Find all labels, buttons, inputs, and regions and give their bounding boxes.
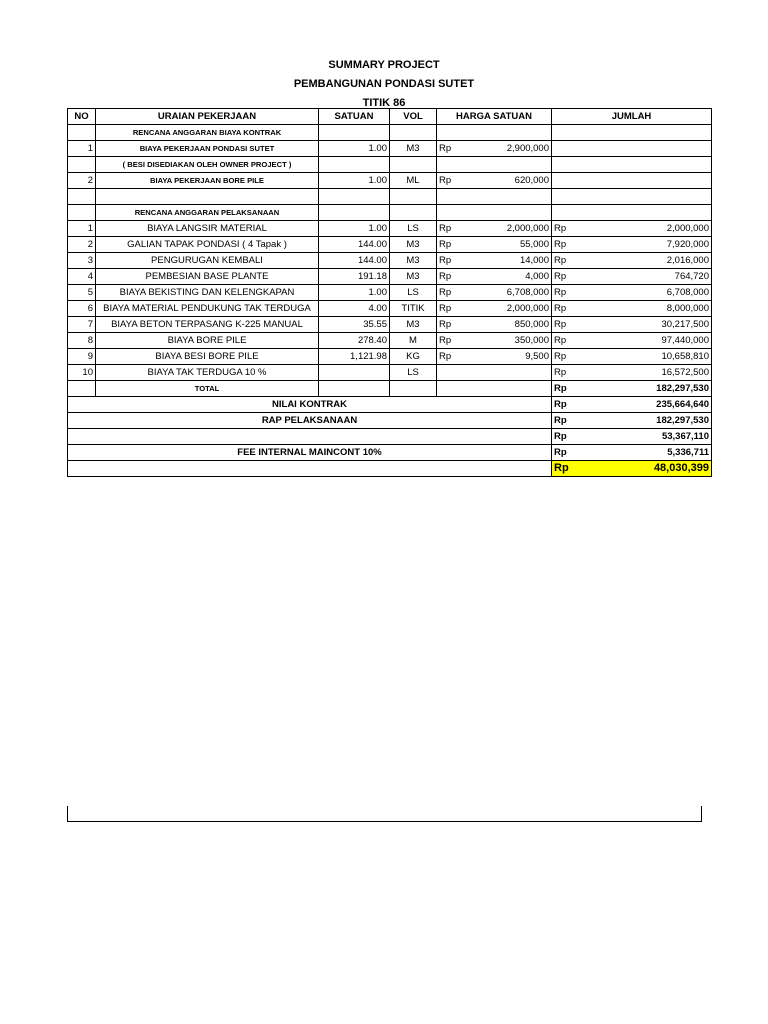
fee-value: 5,336,711 [667,447,709,458]
header-no: NO [68,109,96,125]
nilai-kontrak-row [68,397,712,413]
row-satuan: 1.00 [319,221,390,237]
row-vol: LS [390,221,437,237]
table-row [68,285,712,301]
row-harga [437,301,552,317]
fee-row [68,445,712,461]
amount: 55,000 [519,239,549,250]
row-jumlah [552,301,712,317]
row-desc: BIAYA BETON TERPASANG K-225 MANUAL [96,317,319,333]
row-vol: M3 [390,317,437,333]
amount: 30,217,500 [661,319,709,330]
total-value-cell [552,381,712,397]
row-no: 1 [68,221,96,237]
row-satuan: 278.40 [319,333,390,349]
row-jumlah [552,333,712,349]
currency-label: Rp [439,175,452,186]
row-satuan: 1.00 [319,285,390,301]
selisih-row [68,429,712,445]
rap-label: RAP PELAKSANAAN [68,413,552,429]
summary-table [67,108,712,477]
row-satuan: 144.00 [319,253,390,269]
section-title-kontrak: RENCANA ANGGARAN BIAYA KONTRAK [96,125,319,141]
row-jumlah [552,237,712,253]
amount: 2,000,000 [666,223,709,234]
amount: 14,000 [519,255,549,266]
row-no: 1 [68,141,96,157]
total-label: TOTAL [96,381,319,397]
row-satuan: 144.00 [319,237,390,253]
total-amount: 182,297,530 [656,383,709,394]
row-harga [437,349,552,365]
header-harga: HARGA SATUAN [437,109,552,125]
row-vol: TITIK [390,301,437,317]
row-harga [437,285,552,301]
row-no: 8 [68,333,96,349]
row-harga [437,173,552,189]
currency-label: Rp [439,271,452,282]
amount: 6,708,000 [506,287,549,298]
currency-label: Rp [439,287,452,298]
amount: 350,000 [514,335,549,346]
row-no: 2 [68,173,96,189]
row-no: 5 [68,285,96,301]
currency-label: Rp [554,351,567,362]
header-vol: VOL [390,109,437,125]
row-no: 7 [68,317,96,333]
row-no: 2 [68,237,96,253]
amount: 8,000,000 [666,303,709,314]
header-row [68,109,712,125]
amount: 97,440,000 [661,335,709,346]
currency-label: Rp [554,287,567,298]
currency-label: Rp [439,223,452,234]
rap-value: 182,297,530 [656,415,709,426]
table-row [68,333,712,349]
site-point: TITIK 86 [362,97,406,109]
amount: 2,000,000 [506,303,549,314]
row-desc: BIAYA TAK TERDUGA 10 % [96,365,319,381]
nilai-kontrak-cell [552,397,712,413]
amount: 764,720 [674,271,709,282]
final-value: 48,030,399 [653,462,709,474]
summary-sheet [67,108,709,477]
currency-label: Rp [439,335,452,346]
row-jumlah [552,285,712,301]
nilai-kontrak-value: 235,664,640 [656,399,709,410]
header-satuan: SATUAN [319,109,390,125]
row-satuan: 35.55 [319,317,390,333]
header-uraian: URAIAN PEKERJAAN [96,109,319,125]
row-desc: BIAYA MATERIAL PENDUKUNG TAK TERDUGA [96,301,319,317]
amount: 2,000,000 [506,223,549,234]
table-row [68,253,712,269]
row-jumlah [552,365,712,381]
table-row [68,301,712,317]
amount: 7,920,000 [666,239,709,250]
total-row [68,381,712,397]
nilai-kontrak-label: NILAI KONTRAK [68,397,552,413]
row-no: 4 [68,269,96,285]
currency-label: Rp [554,319,567,330]
currency-label: Rp [439,255,452,266]
row-desc: BIAYA PEKERJAAN PONDASI SUTET [96,141,319,157]
currency-label: Rp [554,367,567,378]
owner-note: ( BESI DISEDIAKAN OLEH OWNER PROJECT ) [96,157,319,173]
table-row [68,269,712,285]
row-no: 10 [68,365,96,381]
currency-label: Rp [554,303,567,314]
row-vol: M3 [390,269,437,285]
amount: 9,500 [525,351,549,362]
row-desc: BIAYA PEKERJAAN BORE PILE [96,173,319,189]
table-row [68,237,712,253]
currency-label: Rp [439,319,452,330]
row-vol: ML [390,173,437,189]
amount: 2,900,000 [506,143,549,154]
currency-label: Rp [439,303,452,314]
row-harga [437,317,552,333]
row-vol: M3 [390,253,437,269]
amount: 16,572,500 [661,367,709,378]
currency-label: Rp [554,399,567,410]
row-harga [437,237,552,253]
currency-label: Rp [554,415,567,426]
currency-label: Rp [439,239,452,250]
selisih-value: 53,367,110 [661,431,709,442]
row-desc: GALIAN TAPAK PONDASI ( 4 Tapak ) [96,237,319,253]
spacer-row [68,189,712,205]
amount: 10,658,810 [661,351,709,362]
amount: 620,000 [514,175,549,186]
row-harga [437,221,552,237]
table-row [68,141,712,157]
fee-cell [552,445,712,461]
amount: 2,016,000 [666,255,709,266]
row-no: 9 [68,349,96,365]
row-desc: PEMBESIAN BASE PLANTE [96,269,319,285]
currency-label: Rp [554,255,567,266]
currency-label: Rp [439,351,452,362]
row-desc: BIAYA BESI BORE PILE [96,349,319,365]
row-no: 6 [68,301,96,317]
row-vol: M3 [390,141,437,157]
note-row [68,157,712,173]
row-jumlah [552,317,712,333]
row-harga [437,141,552,157]
row-harga [437,333,552,349]
row-harga [437,269,552,285]
section-row-pelaksanaan [68,205,712,221]
currency-label: Rp [554,383,567,394]
row-satuan: 1.00 [319,141,390,157]
row-no: 3 [68,253,96,269]
table-row [68,349,712,365]
row-vol: LS [390,365,437,381]
row-jumlah [552,253,712,269]
page-bottom-border [67,806,702,822]
amount: 4,000 [525,271,549,282]
row-vol: M [390,333,437,349]
row-harga [437,365,552,381]
table-row [68,221,712,237]
row-desc: BIAYA BEKISTING DAN KELENGKAPAN [96,285,319,301]
final-value-cell [552,461,712,477]
amount: 850,000 [514,319,549,330]
currency-label: Rp [554,462,569,474]
section-row-kontrak [68,125,712,141]
row-satuan: 4.00 [319,301,390,317]
row-vol: M3 [390,237,437,253]
rap-cell [552,413,712,429]
currency-label: Rp [554,223,567,234]
currency-label: Rp [554,271,567,282]
row-harga [437,253,552,269]
row-jumlah [552,349,712,365]
currency-label: Rp [554,239,567,250]
table-row [68,317,712,333]
header-jumlah: JUMLAH [552,109,712,125]
table-row [68,365,712,381]
row-jumlah [552,221,712,237]
currency-label: Rp [554,431,567,442]
row-satuan: 1,121.98 [319,349,390,365]
row-jumlah [552,269,712,285]
row-satuan: 191.18 [319,269,390,285]
currency-label: Rp [554,335,567,346]
row-satuan: 1.00 [319,173,390,189]
row-satuan [319,365,390,381]
fee-label: FEE INTERNAL MAINCONT 10% [68,445,552,461]
amount: 6,708,000 [666,287,709,298]
report-title: SUMMARY PROJECT [328,59,440,71]
row-vol: KG [390,349,437,365]
rap-row [68,413,712,429]
row-vol: LS [390,285,437,301]
currency-label: Rp [554,447,567,458]
table-row [68,173,712,189]
report-title-block [0,56,768,113]
project-name: PEMBANGUNAN PONDASI SUTET [293,78,475,90]
row-desc: BIAYA LANGSIR MATERIAL [96,221,319,237]
final-row [68,461,712,477]
selisih-cell [552,429,712,445]
row-desc: PENGURUGAN KEMBALI [96,253,319,269]
row-desc: BIAYA BORE PILE [96,333,319,349]
currency-label: Rp [439,143,452,154]
section-title-pelaksanaan: RENCANA ANGGARAN PELAKSANAAN [96,205,319,221]
